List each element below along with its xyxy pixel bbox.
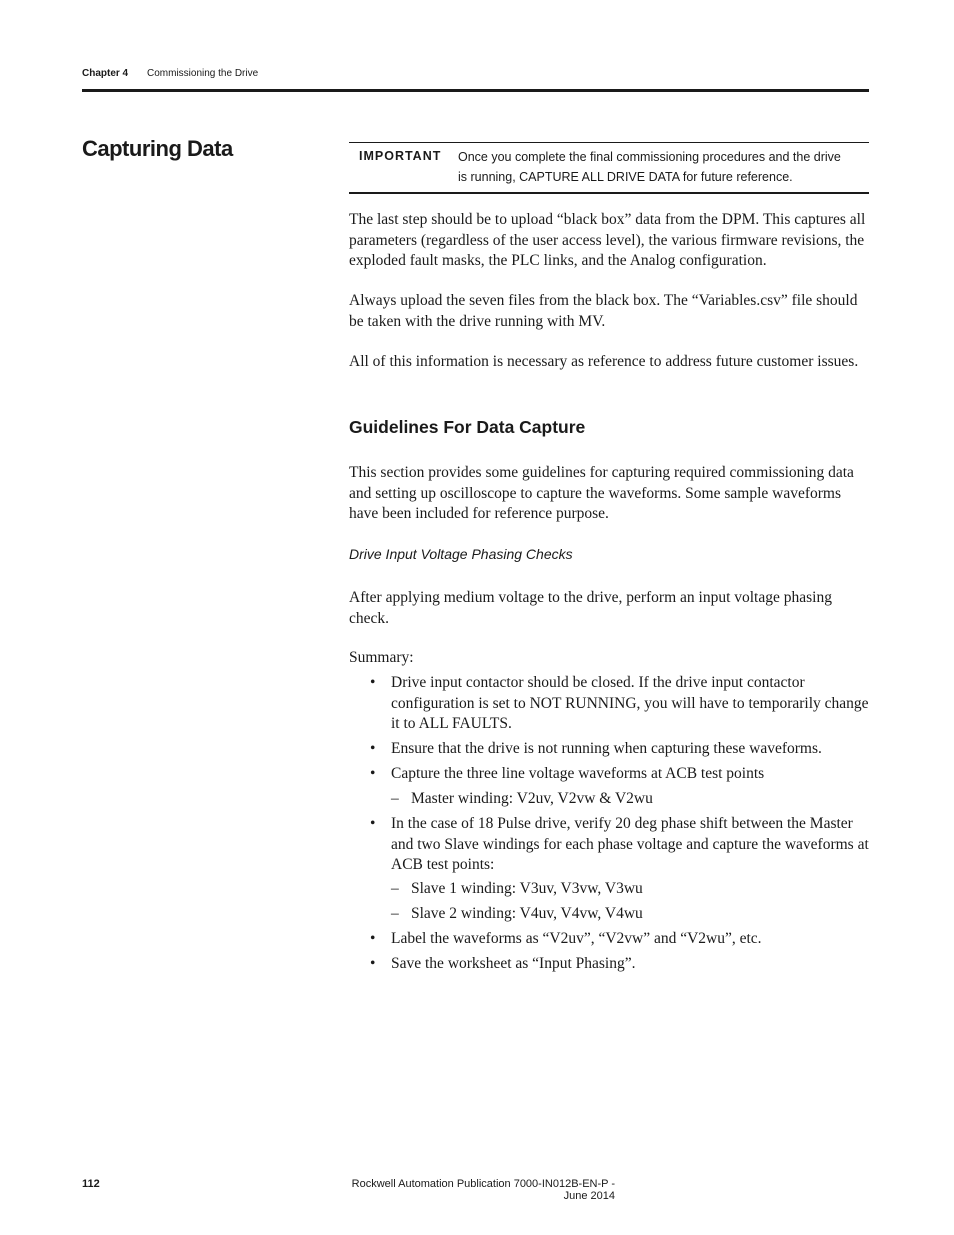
bullet-icon: • (370, 955, 376, 972)
chapter-number: Chapter 4 (82, 68, 129, 79)
paragraph-reference (349, 352, 871, 373)
dash-icon: – (391, 905, 399, 922)
dash-icon: – (391, 790, 399, 807)
phasing-intro (349, 588, 871, 629)
paragraph-text: This section provides some guidelines for capturing required commissioning data and setting up oscilloscope to capture the waveforms. Some sample waveforms have been included for reference purpose. (349, 464, 854, 522)
section-title: Capturing Data (82, 136, 233, 161)
header-divider (82, 89, 869, 92)
sub-list-item-text: Slave 1 winding: V3uv, V3vw, V3wu (411, 880, 643, 897)
paragraph-text: The last step should be to upload “black box” data from the DPM. This captures all parameters (regardless of the user access level), the various firmware revisions, the exploded fault masks, the PLC links, and the Analog configuration. (349, 211, 866, 269)
bullet-icon: • (370, 740, 376, 757)
summary-label (349, 648, 871, 669)
list-item-text: In the case of 18 Pulse drive, verify 20 deg phase shift between the Master and two Slave windings for each phase voltage and capture the waveforms at ACB test points: (391, 815, 869, 873)
list-item-text: Drive input contactor should be closed. If the drive input contactor configuration is set to NOT RUNNING, you will have to temporarily change it to ALL FAULTS. (391, 674, 869, 732)
dash-icon: – (391, 880, 399, 897)
paragraph-black-box (349, 210, 871, 272)
sub-list-item-text: Master winding: V2uv, V2vw & V2wu (411, 790, 653, 807)
list-item-text: Save the worksheet as “Input Phasing”. (391, 955, 636, 972)
paragraph-seven-files (349, 291, 871, 332)
important-callout (349, 142, 869, 194)
paragraph-text: Summary: (349, 649, 414, 666)
page-header (82, 67, 869, 91)
guidelines-intro (349, 463, 871, 525)
paragraph-text: Always upload the seven files from the black box. The “Variables.csv” file should be taken with the drive running with MV. (349, 292, 858, 330)
bullet-icon: • (370, 930, 376, 947)
subsection-title: Guidelines For Data Capture (349, 417, 586, 437)
list-item-text: Ensure that the drive is not running when capturing these waveforms. (391, 740, 822, 757)
important-label: IMPORTANT (359, 149, 442, 163)
bullet-icon: • (370, 674, 376, 691)
important-message: Once you complete the final commissioning procedures and the drive is running, CAPTURE ALL DRIVE DATA for future reference. (458, 150, 841, 184)
bullet-icon: • (370, 815, 376, 832)
publication-info: Rockwell Automation Publication 7000-IN012B-EN-P - June 2014 (351, 1178, 615, 1202)
paragraph-text: All of this information is necessary as reference to address future customer issues. (349, 353, 859, 370)
page-number: 112 (82, 1178, 100, 1190)
chapter-title: Commissioning the Drive (147, 68, 259, 79)
phasing-heading: Drive Input Voltage Phasing Checks (349, 546, 573, 562)
list-item-text: Label the waveforms as “V2uv”, “V2vw” and “V2wu”, etc. (391, 930, 762, 947)
sub-list-item-text: Slave 2 winding: V4uv, V4vw, V4wu (411, 905, 643, 922)
list-item-text: Capture the three line voltage waveforms at ACB test points (391, 765, 765, 782)
paragraph-text: After applying medium voltage to the drive, perform an input voltage phasing check. (349, 589, 832, 627)
bullet-icon: • (370, 765, 376, 782)
